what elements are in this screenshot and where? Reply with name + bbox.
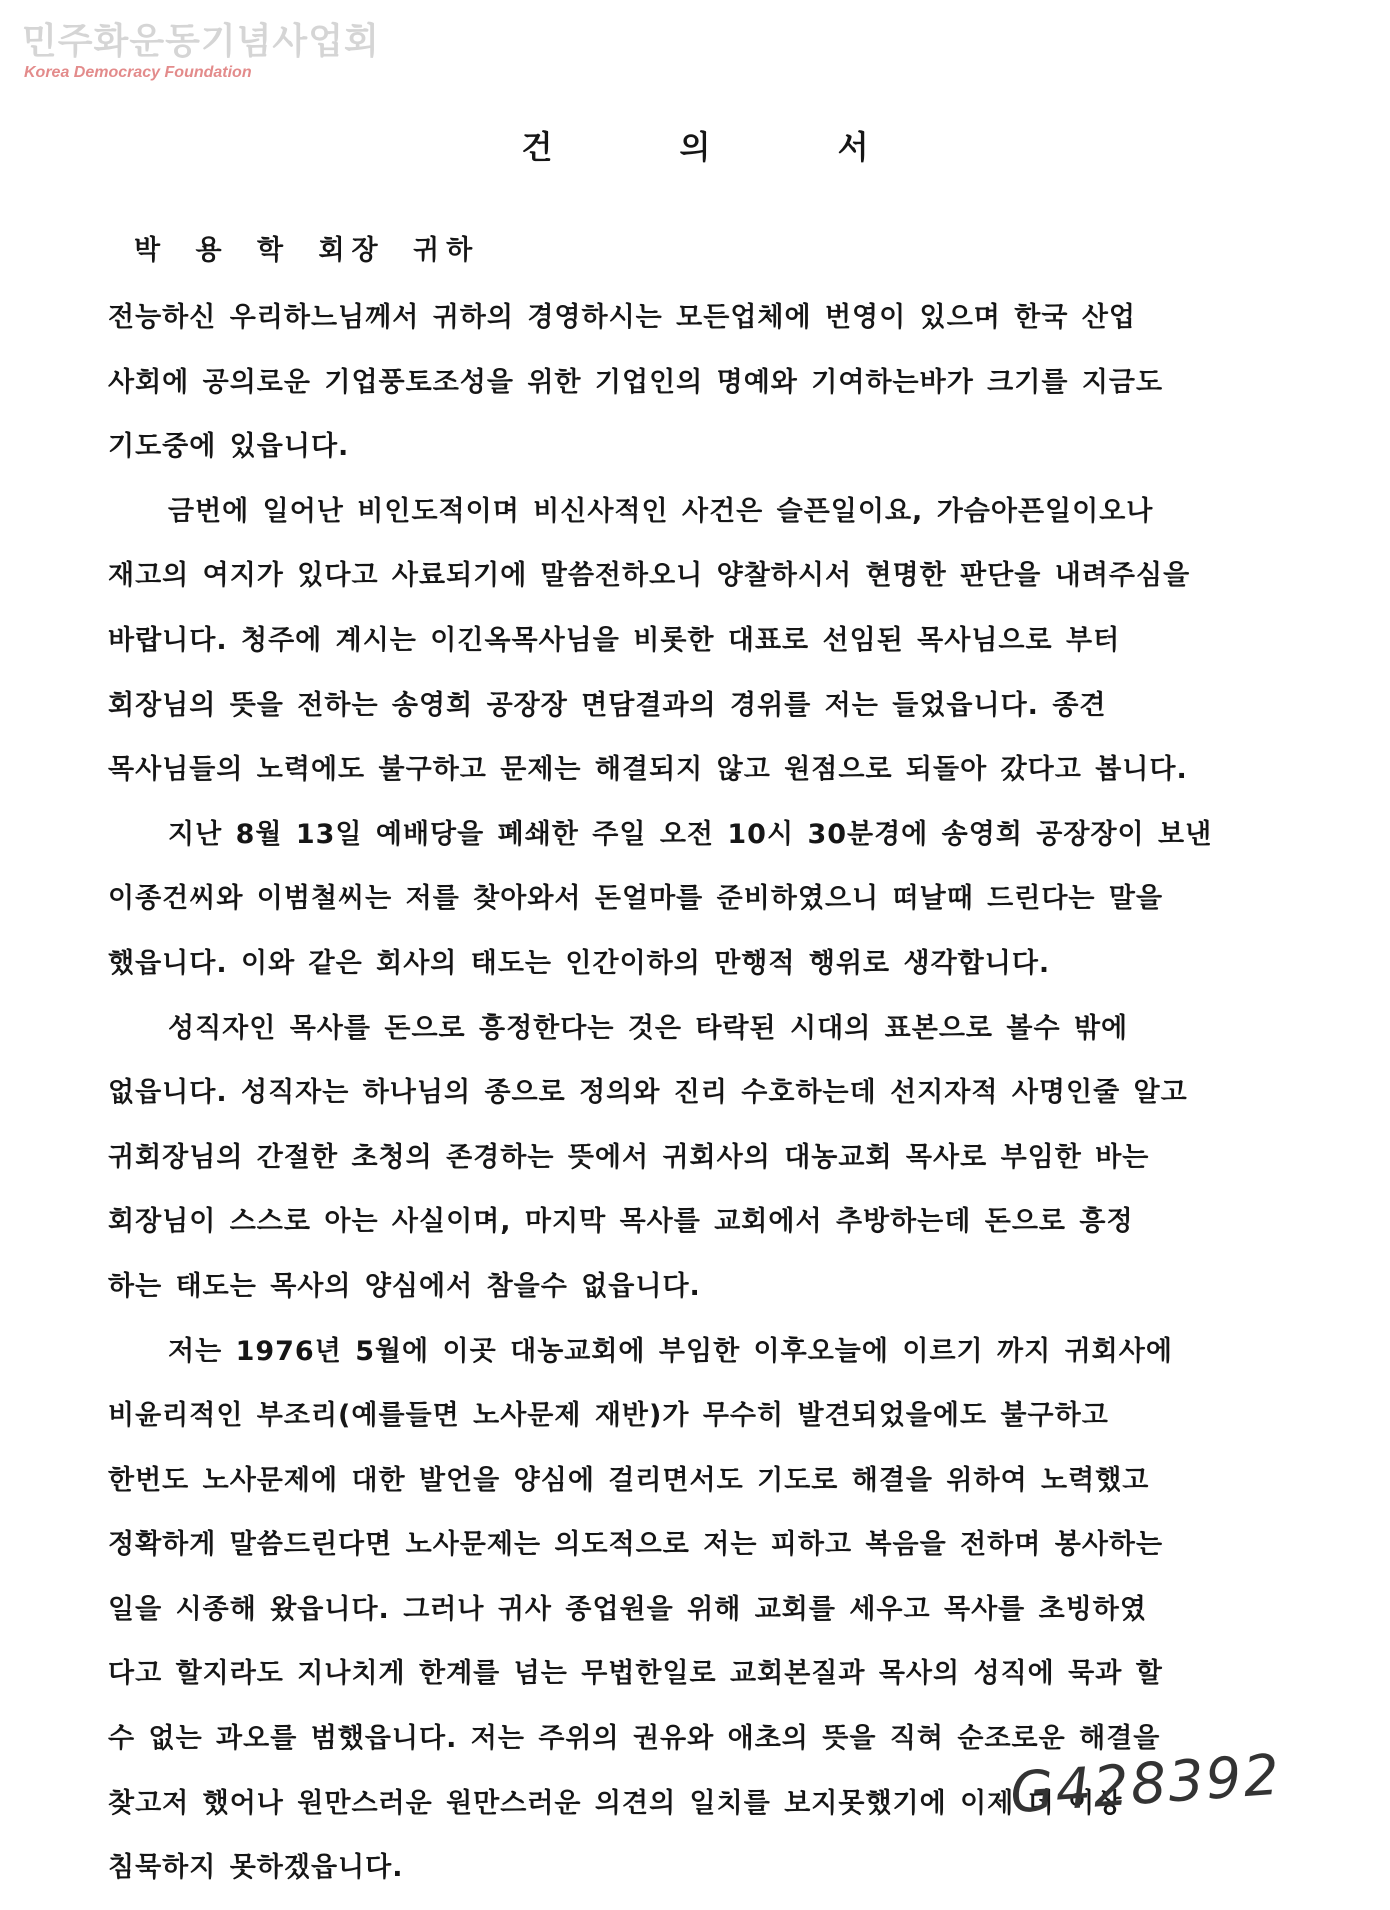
body-line: 회장님이 스스로 아는 사실이며, 마지막 목사를 교회에서 추방하는데 돈으로 흥정 — [108, 1206, 1134, 1238]
body-line: 한번도 노사문제에 대한 발언을 양심에 걸리면서도 기도로 해결을 위하여 노력했고 — [108, 1464, 1150, 1496]
body-line: 이종건씨와 이범철씨는 저를 찾아와서 돈얼마를 준비하였으니 떠날때 드린다는 말을 — [108, 883, 1164, 915]
body-line: 침묵하지 못하겠읍니다. — [108, 1852, 404, 1884]
document-body — [108, 286, 1298, 1901]
body-line: 바랍니다. 청주에 계시는 이긴옥목사님을 비롯한 대표로 선임된 목사님으로 부터 — [108, 624, 1121, 656]
body-line: 금번에 일어난 비인도적이며 비신사적인 사건은 슬픈일이요, 가슴아픈일이오나 — [168, 495, 1154, 527]
body-line: 귀회장님의 간절한 초청의 존경하는 뜻에서 귀회사의 대농교회 목사로 부임한 바는 — [108, 1141, 1150, 1173]
body-line: 다고 할지라도 지나치게 한계를 넘는 무법한일로 교회본질과 목사의 성직에 묵과 할 — [108, 1658, 1163, 1690]
body-line: 회장님의 뜻을 전하는 송영희 공장장 면담결과의 경위를 저는 들었읍니다. 종견 — [108, 689, 1107, 721]
body-line: 하는 태도는 목사의 양심에서 참을수 없읍니다. — [108, 1270, 701, 1302]
addressee-line: 박 용 학 회장 귀하 — [134, 235, 480, 266]
body-line: 정확하게 말씀드린다면 노사문제는 의도적으로 저는 피하고 복음을 전하며 봉사하는 — [108, 1529, 1164, 1561]
document-title: 건 의 서 — [521, 128, 927, 166]
body-line: 찾고저 했어나 원만스러운 원만스러운 의견의 일치를 보지못했기에 이제 더 이상 — [108, 1787, 1123, 1819]
body-line: 없읍니다. 성직자는 하나님의 종으로 정의와 진리 수호하는데 선지자적 사명인줄 알고 — [108, 1077, 1188, 1109]
handwritten-catalog-number: G428392 — [1008, 1742, 1284, 1827]
body-line: 목사님들의 노력에도 불구하고 문제는 해결되지 않고 원점으로 되돌아 갔다고 봅니다. — [108, 754, 1188, 786]
body-line: 재고의 여지가 있다고 사료되기에 말씀전하오니 양찰하시서 현명한 판단을 내려주심을 — [108, 560, 1191, 592]
body-line: 사회에 공의로운 기업풍토조성을 위한 기업인의 명예와 기여하는바가 크기를 지금도 — [108, 366, 1164, 398]
watermark-korean: 민주화운동기념사업회 — [22, 21, 380, 62]
body-line: 수 없는 과오를 범했읍니다. 저는 주위의 권유와 애초의 뜻을 직혀 순조로운 해결을 — [108, 1723, 1161, 1755]
body-line: 성직자인 목사를 돈으로 흥정한다는 것은 타락된 시대의 표본으로 볼수 밖에 — [168, 1012, 1129, 1044]
body-line: 전능하신 우리하느님께서 귀하의 경영하시는 모든업체에 번영이 있으며 한국 산업 — [108, 302, 1136, 333]
body-line: 했읍니다. 이와 같은 회사의 태도는 인간이하의 만행적 행위로 생각합니다. — [108, 947, 1051, 979]
body-line: 기도중에 있읍니다. — [108, 431, 350, 463]
body-line: 지난 8월 13일 예배당을 폐쇄한 주일 오전 10시 30분경에 송영희 공장장이 보낸 — [168, 818, 1213, 850]
body-line: 일을 시종해 왔읍니다. 그러나 귀사 종업원을 위해 교회를 세우고 목사를 초빙하였 — [108, 1593, 1147, 1625]
body-line: 저는 1976년 5월에 이곳 대농교회에 부임한 이후오늘에 이르기 까지 귀회사에 — [168, 1335, 1173, 1367]
body-line: 비윤리적인 부조리(예를들면 노사문제 재반)가 무수히 발견되었을에도 불구하고 — [108, 1400, 1109, 1432]
watermark-english: Korea Democracy Foundation — [24, 64, 252, 81]
watermark-logo — [22, 22, 380, 82]
